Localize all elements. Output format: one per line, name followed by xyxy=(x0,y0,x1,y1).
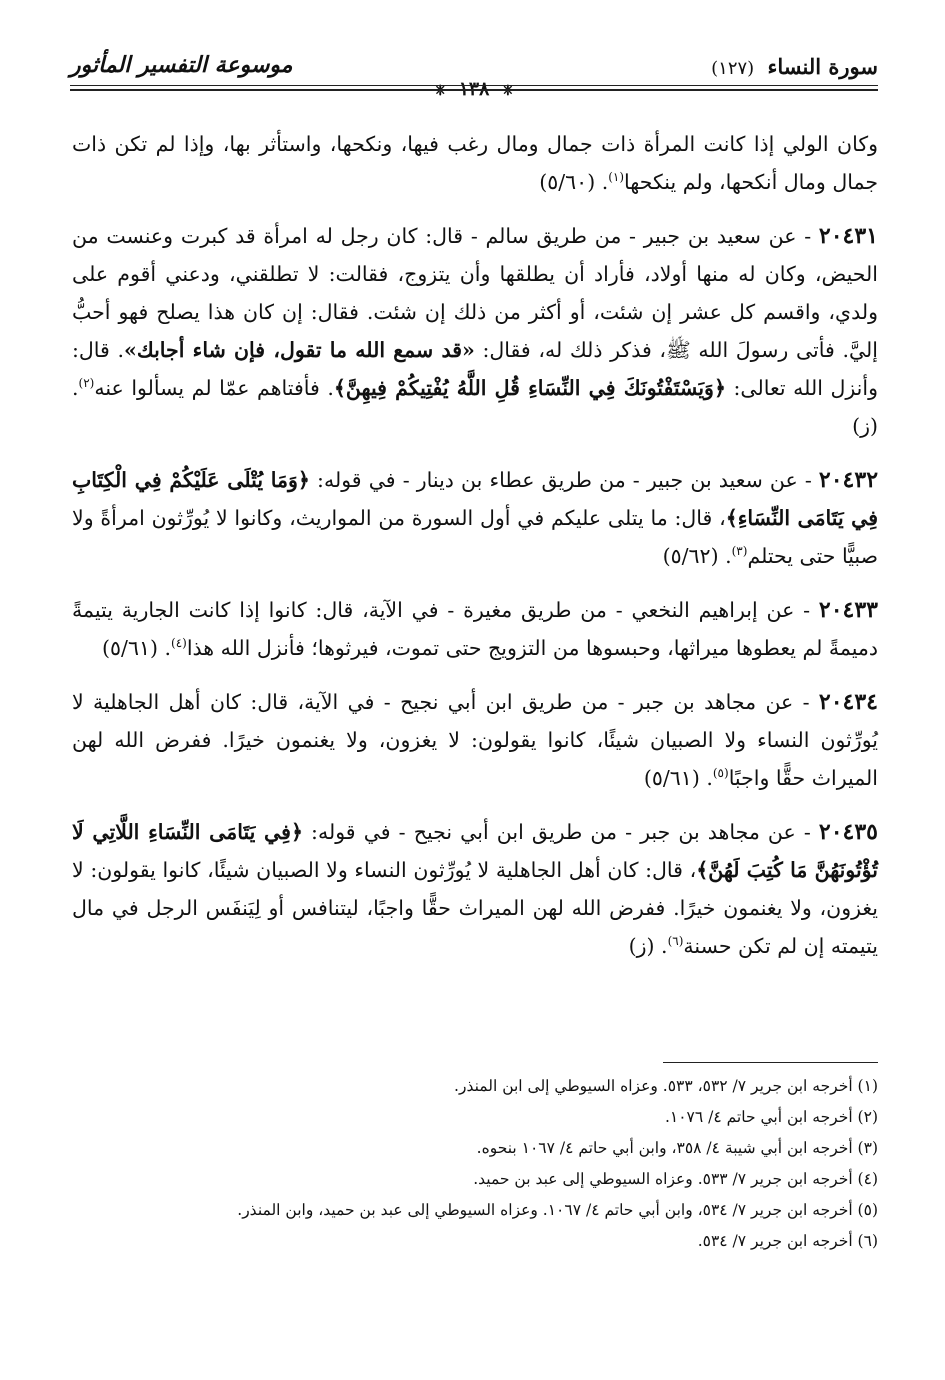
entry-20431 xyxy=(72,217,878,445)
source-ref: . (ز) xyxy=(72,376,878,438)
quran-verse: ﴿فِي يَتَامَى النِّسَاءِ اللَّاتِي لَا تُؤْتُونَهُنَّ مَا كُتِبَ لَهُنَّ﴾ xyxy=(72,820,878,882)
ornament-icon: ❈ xyxy=(501,83,514,99)
surah-name: سورة النساء xyxy=(767,54,878,79)
surah-title xyxy=(711,54,878,79)
entry-20432 xyxy=(72,461,878,575)
footnote-ref: (٦) xyxy=(667,934,684,949)
quran-verse: ﴿وَمَا يُتْلَى عَلَيْكُمْ فِي الْكِتَابِ فِي يَتَامَى النِّسَاءِ﴾ xyxy=(72,468,879,530)
footnote-ref: (٤) xyxy=(171,636,187,651)
paragraph-text: - عن سعيد بن جبير - من طريق سالم - قال: كان رجل له امرأة قد كبرت وعنست من الحيض، وكان له منها أولاد، فأراد أن يطلقها وأن يتزوج، فقالت: لا تطلقني، ودعني أقوم على ولدي، واقسم كل عشر إن شئت، أو أكثر من ذلك إن شئت. فقال: إن كان هذا يصلح فهو أحبُّ إليَّ. فأتى رسولَ الله ﷺ، فذكر ذلك له، فقال: xyxy=(72,224,878,362)
entry-number: ٢٠٤٣٤ xyxy=(818,689,878,715)
page-header xyxy=(70,48,878,98)
paragraph-text: - عن مجاهد بن جبر - من طريق ابن أبي نجيح - في الآية، قال: كان أهل الجاهلية لا يُورِّثون النساء ولا الصبيان شيئًا، كانوا يقولون: لا يغزون، ولا يغنمون خيرًا. ففرض الله لهن الميراث حقًّا واجبًا xyxy=(72,690,878,790)
book-title: موسوعة التفسير المأثور xyxy=(70,52,293,78)
hadith-quote: «قد سمع الله ما تقول، فإن شاء أجابك» xyxy=(124,338,475,362)
source-ref: . (٥/٦٠) xyxy=(539,170,609,194)
main-text xyxy=(72,125,878,981)
paragraph-text: وكان الولي إذا كانت المرأة ذات جمال ومال رغب فيها، ونكحها، واستأثر بها، وإذا لم تكن ذات جمال ومال أنكحها، ولم ينكحها xyxy=(72,132,878,194)
surah-ayah-number: (١٢٧) xyxy=(711,58,755,79)
entry-number: ٢٠٤٣٣ xyxy=(818,597,878,623)
footnote-2: (٢) أخرجه ابن أبي حاتم ٤/ ١٠٧٦. xyxy=(664,1108,878,1126)
paragraph-text: . قال: وأنزل الله تعالى: xyxy=(72,338,878,400)
entry-number: ٢٠٤٣٢ xyxy=(818,467,879,493)
paragraph-text: ، قال: كان أهل الجاهلية لا يُورِّثون النساء ولا الصبيان شيئًا، كانوا يقولون: لا يغزون، ولا يغنمون خيرًا. ففرض الله لهن الميراث حقًّا واجبًا، ليتنافس أو لِيَنفَس الرجل في مال يتيمته إن لم تكن حسنة xyxy=(72,858,878,958)
paragraph-text: - عن مجاهد بن جبر - من طريق ابن أبي نجيح - في قوله: xyxy=(302,820,819,844)
footnote-ref: (٣) xyxy=(731,544,748,559)
source-ref: . (٥/٦١) xyxy=(643,766,713,790)
footnote-5: (٥) أخرجه ابن جرير ٧/ ٥٣٤، وابن أبي حاتم ٤/ ١٠٦٧. وعزاه السيوطي إلى عبد بن حميد، وابن المنذر. xyxy=(237,1201,878,1219)
header-rule-thick xyxy=(70,89,878,91)
footnote-1: (١) أخرجه ابن جرير ٧/ ٥٣٢، ٥٣٣. وعزاه السيوطي إلى ابن المنذر. xyxy=(454,1077,878,1095)
source-ref: . (ز) xyxy=(628,934,668,958)
page-number: ١٣٨ xyxy=(458,78,490,100)
footnote-separator xyxy=(663,1062,878,1063)
entry-number: ٢٠٤٣٥ xyxy=(818,819,878,845)
footnote-3: (٣) أخرجه ابن أبي شيبة ٤/ ٣٥٨، وابن أبي حاتم ٤/ ١٠٦٧ بنحوه. xyxy=(476,1139,878,1157)
footnote-ref: (٢) xyxy=(78,376,95,391)
footnote-6: (٦) أخرجه ابن جرير ٧/ ٥٣٤. xyxy=(697,1232,878,1250)
quran-verse: ﴿وَيَسْتَفْتُونَكَ فِي النِّسَاءِ قُلِ اللَّهُ يُفْتِيكُمْ فِيهِنَّ﴾ xyxy=(333,376,726,400)
entry-20433 xyxy=(72,591,878,667)
paragraph-text: - عن إبراهيم النخعي - من طريق مغيرة - في الآية، قال: كانوا إذا كانت الجارية يتيمةً دميمةً لم يعطوها ميراثها، وحبسوها من التزويج حتى تموت، فيرثوها؛ فأنزل الله هذا xyxy=(72,598,878,660)
ornament-icon: ❈ xyxy=(434,83,447,99)
paragraph-text: - عن سعيد بن جبير - من طريق عطاء بن دينار - في قوله: xyxy=(309,468,819,492)
footnote-4: (٤) أخرجه ابن جرير ٧/ ٥٣٣. وعزاه السيوطي إلى عبد بن حميد. xyxy=(473,1170,878,1188)
header-rule xyxy=(70,85,878,86)
entry-number: ٢٠٤٣١ xyxy=(818,223,878,249)
paragraph-text: ، قال: ما يتلى عليكم في أول السورة من المواريث، وكانوا لا يُورِّثون امرأةً ولا صبيًّا حتى يحتلم xyxy=(72,506,878,568)
source-ref: . (٥/٦١) xyxy=(102,636,172,660)
paragraph-text: . فأفتاهم عمّا لم يسألوا عنه xyxy=(94,376,334,400)
entry-20434 xyxy=(72,683,878,797)
source-ref: . (٥/٦٢) xyxy=(662,544,732,568)
footnote-ref: (١) xyxy=(608,170,625,185)
paragraph-continuation xyxy=(72,125,878,201)
entry-20435 xyxy=(72,813,878,965)
footnotes xyxy=(72,1072,878,1258)
footnote-ref: (٥) xyxy=(712,766,729,781)
